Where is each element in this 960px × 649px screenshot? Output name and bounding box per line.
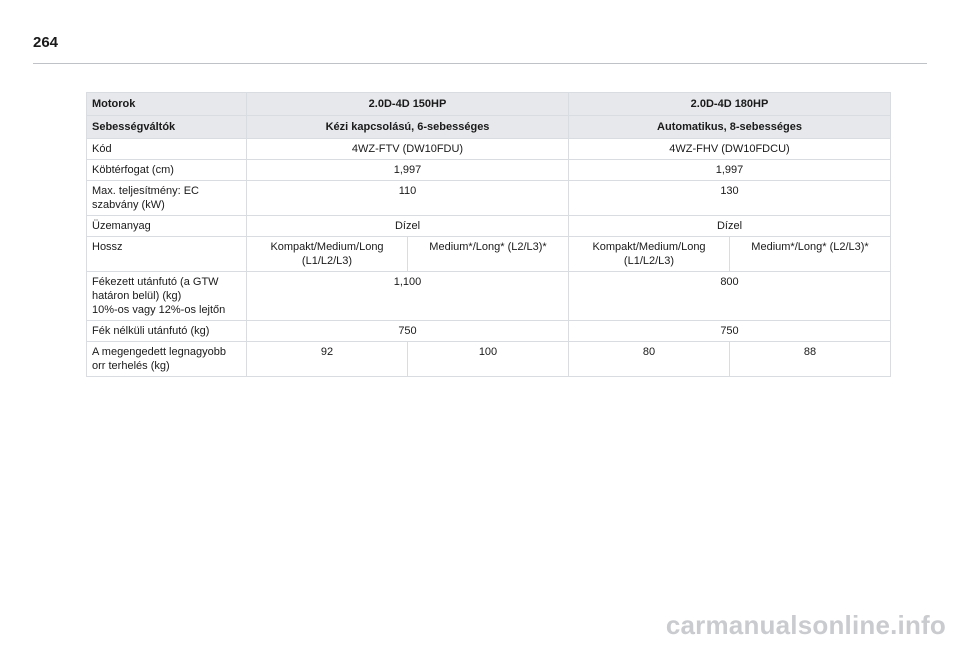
watermark: carmanualsonline.info bbox=[665, 610, 946, 640]
table-cell: 88 bbox=[730, 342, 891, 377]
table-cell: 4WZ-FHV (DW10FDCU) bbox=[569, 139, 891, 160]
table-cell: Kézi kapcsolású, 6-sebességes bbox=[247, 116, 569, 139]
table-cell: Dízel bbox=[569, 216, 891, 237]
table-cell: 4WZ-FTV (DW10FDU) bbox=[247, 139, 569, 160]
row-label: Üzemanyag bbox=[87, 216, 247, 237]
table-row bbox=[87, 342, 891, 377]
row-label: Hossz bbox=[87, 237, 247, 272]
table-row bbox=[87, 216, 891, 237]
table-cell: 110 bbox=[247, 181, 569, 216]
table-cell: 1,997 bbox=[569, 160, 891, 181]
table-header-row bbox=[87, 93, 891, 116]
table-cell: Kompakt/Medium/Long (L1/L2/L3) bbox=[569, 237, 730, 272]
table-cell: 800 bbox=[569, 272, 891, 321]
table-row bbox=[87, 181, 891, 216]
table-cell: 80 bbox=[569, 342, 730, 377]
row-label: Fék nélküli utánfutó (kg) bbox=[87, 321, 247, 342]
table-row bbox=[87, 139, 891, 160]
table-cell: 92 bbox=[247, 342, 408, 377]
table-cell: 100 bbox=[408, 342, 569, 377]
table-cell: Medium*/Long* (L2/L3)* bbox=[730, 237, 891, 272]
table-cell: 750 bbox=[247, 321, 569, 342]
table-cell: Dízel bbox=[247, 216, 569, 237]
table-cell: 130 bbox=[569, 181, 891, 216]
table-cell: 1,100 bbox=[247, 272, 569, 321]
row-label: Max. teljesítmény: EC szabvány (kW) bbox=[87, 181, 247, 216]
row-label: Sebességváltók bbox=[87, 116, 247, 139]
table-cell: 2.0D-4D 150HP bbox=[247, 93, 569, 116]
table-row bbox=[87, 160, 891, 181]
row-label-line: Fékezett utánfutó (a GTW határon belül) (kg) bbox=[92, 276, 219, 302]
page-number: 264 bbox=[33, 34, 59, 51]
row-label bbox=[87, 272, 247, 321]
table-cell: 2.0D-4D 180HP bbox=[569, 93, 891, 116]
row-label-line: 10%-os vagy 12%-os lejtőn bbox=[92, 304, 226, 316]
table-row bbox=[87, 237, 891, 272]
table-cell: Kompakt/Medium/Long (L1/L2/L3) bbox=[247, 237, 408, 272]
row-label: Köbtérfogat (cm) bbox=[87, 160, 247, 181]
table-cell: Automatikus, 8-sebességes bbox=[569, 116, 891, 139]
engine-spec-table bbox=[86, 92, 891, 377]
row-label: A megengedett legnagyobb orr terhelés (kg) bbox=[87, 342, 247, 377]
table-cell: 1,997 bbox=[247, 160, 569, 181]
table-header-row bbox=[87, 116, 891, 139]
table-row bbox=[87, 272, 891, 321]
table-cell: 750 bbox=[569, 321, 891, 342]
header-divider bbox=[33, 63, 927, 64]
row-label: Motorok bbox=[87, 93, 247, 116]
row-label: Kód bbox=[87, 139, 247, 160]
table-row bbox=[87, 321, 891, 342]
table-cell: Medium*/Long* (L2/L3)* bbox=[408, 237, 569, 272]
